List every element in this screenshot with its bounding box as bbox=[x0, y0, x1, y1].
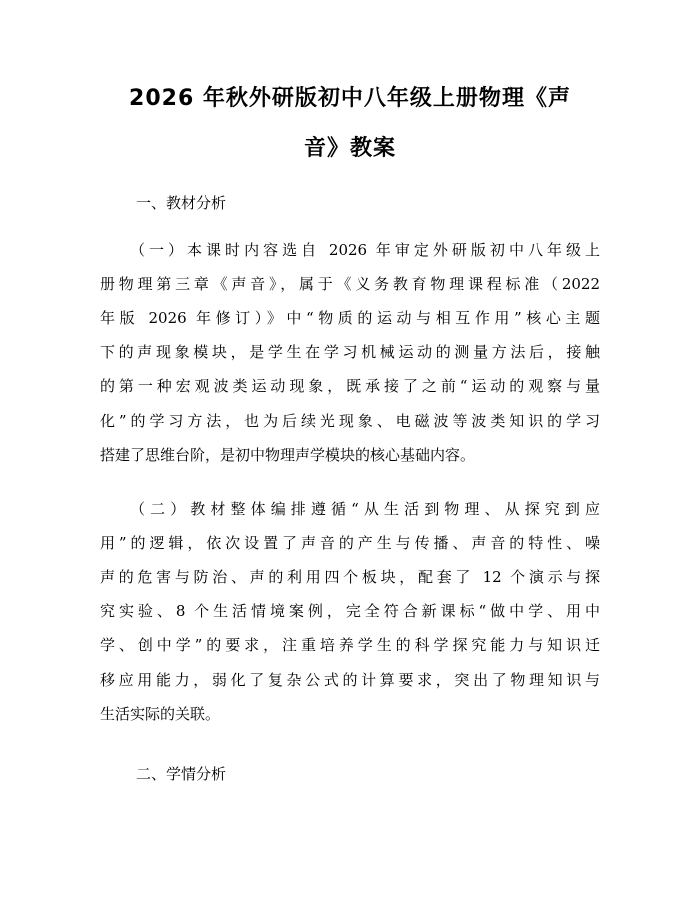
paragraph-2-line-3: 声的危害与防治、声的利用四个板块，配套了 12 个演示与探 bbox=[100, 568, 600, 586]
paragraph-1-line-7: 搭建了思维台阶，是初中物理声学模块的核心基础内容。 bbox=[100, 446, 476, 464]
paragraph-1-line-3: 年版 2026 年修订）》中“物质的运动与相互作用”核心主题 bbox=[100, 309, 600, 327]
section-heading-textbook-analysis: 一、教材分析 bbox=[136, 194, 227, 212]
paragraph-2-line-1: （二）教材整体编排遵循“从生活到物理、从探究到应 bbox=[130, 500, 600, 518]
paragraph-1-line-4: 下的声现象模块，是学生在学习机械运动的测量方法后，接触 bbox=[100, 343, 600, 361]
paragraph-2-line-2: 用”的逻辑，依次设置了声音的产生与传播、声音的特性、噪 bbox=[100, 534, 600, 552]
paragraph-1-line-6: 化”的学习方法，也为后续光现象、电磁波等波类知识的学习 bbox=[100, 412, 600, 430]
paragraph-2-line-7: 生活实际的关联。 bbox=[100, 705, 221, 723]
paragraph-2-line-5: 学、创中学”的要求，注重培养学生的科学探究能力与知识迁 bbox=[100, 636, 600, 654]
document-title-line-1: 2026 年秋外研版初中八年级上册物理《声 bbox=[129, 86, 571, 111]
paragraph-1-line-5: 的第一种宏观波类运动现象，既承接了之前“运动的观察与量 bbox=[100, 377, 600, 395]
paragraph-1-line-1: （一）本课时内容选自 2026 年审定外研版初中八年级上 bbox=[130, 241, 600, 259]
paragraph-2-line-6: 移应用能力，弱化了复杂公式的计算要求，突出了物理知识与 bbox=[100, 671, 600, 689]
paragraph-1-line-2: 册物理第三章《声音》，属于《义务教育物理课程标准（2022 bbox=[100, 275, 600, 293]
document-title-line-2: 音》教案 bbox=[303, 136, 396, 161]
paragraph-2-line-4: 究实验、8 个生活情境案例，完全符合新课标“做中学、用中 bbox=[100, 602, 600, 620]
section-heading-student-analysis: 二、学情分析 bbox=[136, 765, 227, 783]
